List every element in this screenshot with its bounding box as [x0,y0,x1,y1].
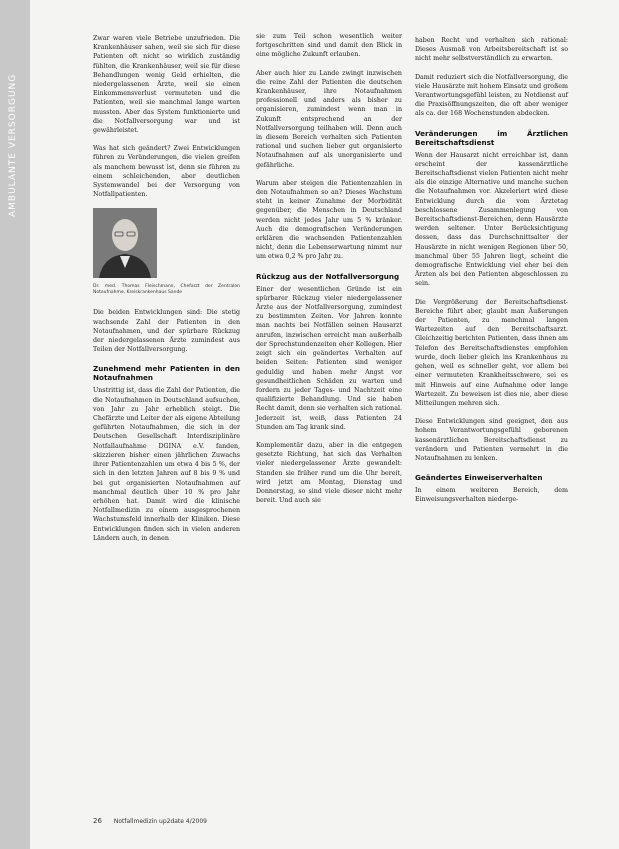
paragraph: haben Recht und verhalten sich rational: Dieses Ausmaß von Arbeitsbereitschaft ist so nicht mehr selbstverständlich zu erwarten. [415,37,568,63]
journal-name: Notfallmedizin up2date 4/2009 [113,818,207,825]
column-1 [93,34,240,552]
paragraph: Wenn der Hausarzt nicht erreichbar ist, dann erscheint der kassenärztliche Bereitschaftsdienst vielen Patienten nicht mehr als die einzige Alternative und manche suchen die Notaufnahmen vor. Akzeleriert wird diese Entwicklung durch die vom Ärztetag beschlossene Zusammenlegung von Bereitschaftsdienst-Bereichen, denn Hausärzte werden seltener. Unter Berücksichtigung dessen, dass das Durchschnittsalter der Hausärzte in nicht wenigen Regionen über 50, manchmal über 55 Jahren liegt, scheint die demografische Entwicklung viel eher bei den Ärzten als bei den Patienten abgeschlossen zu sein. [415,151,568,288]
photo-caption: Dr. med. Thomas Fleischmann, Chefarzt der Zentralen Notaufnahme, Kreiskrankenhaus Sande [93,284,240,296]
paragraph: Was hat sich geändert? Zwei Entwicklungen führen zu Veränderungen, die vielen greifen als manchem bewusst ist, denn sie führen zu einem schleichenden, aber deutlichen Systemwandel bei der Versorgung von Notfallpatienten. [93,145,240,199]
paragraph: Die beiden Entwicklungen sind: Die stetig wachsende Zahl der Patienten in den Notaufnahmen, und der spürbare Rückzug der niedergelassenen Ärzte zumindest aus Teilen der Notfallversorgung. [93,309,240,354]
paragraph: Die Vergrößerung der Bereitschaftsdienst-Bereiche führt aber, glaubt man Äußerungen der Patienten, zu manchmal langen Wartezeiten auf den Bereitschaftsarzt. Gleichzeitig berichten Patienten, dass ihnen am Telefon des Bereitschaftsdienstes empfohlen wurde, doch lieber gleich ins Krankenhaus zu gehen, weil es schneller geht, vor allem bei einer vermuteten Krankheitsschwere, sei es mit Hinweis auf eine Aufnahme oder lange Wartezeit. Zu beweisen ist dies nie, aber diese Mitteilungen mehren sich. [415,298,568,407]
section-vertical-title: AMBULANTE VERSORGUNG [8,73,18,217]
subheading: Geändertes Einweiserverhalten [415,473,543,483]
paragraph: Diese Entwicklungen sind geeignet, den aus hohem Verantwortungsgefühl geborenen kassenärztlichen Bereitschaftsdienst zu verändern und Patienten vermehrt in die Notaufnahmen zu lenken. [415,418,568,462]
section-sidebar [0,0,30,849]
portrait-image [93,208,157,278]
subheading: Zunehmend mehr Patienten in den Notaufnahmen [93,364,240,383]
subheading: Veränderungen im Ärztlichen Bereitschaftsdienst [415,128,568,147]
page-number: 26 [93,817,102,825]
author-photo [93,208,157,278]
page-footer [93,817,207,825]
column-2 [256,32,402,514]
column-3 [415,36,568,514]
paragraph: Einer der wesentlichen Gründe ist ein spürbarer Rückzug vieler niedergelassener Ärzte aus der Notfallversorgung, zumindest zu bestimmten Zeiten. Vor Jahren konnte man nachts bei Notfällen seinen Hausarzt anrufen, inzwischen erreicht man außerhalb der Sprechstundenzeiten eher Kollegen. Hier zeigt sich ein geändertes Verhalten auf beiden Seiten: Patienten sind weniger geduldig und haben mehr Angst vor gesundheitlichen Schäden zu warten und fordern zu jeder Tages- und Nachtzeit eine qualifizierte Behandlung. Und sie haben Recht damit, denn sie verhalten sich rational. Jederzeit ist, weiß, dass Patienten 24 Stunden am Tag krank sind. [256,285,402,431]
paragraph: Damit reduziert sich die Notfallversorgung, die viele Hausärzte mit hohem Einsatz und großem Verantwortungsgefühl leisten, zu Notdienst auf die Praxisöffnungszeiten, die oft aber weniger als ca. der 168 Wochenstunden abdecken. [415,73,568,118]
paragraph: Warum aber steigen die Patientenzahlen in den Notaufnahmen so an? Dieses Wachstum steht in keiner Zunahme der Morbidität gegenüber, die Menschen in Deutschland werden nicht jedes Jahr um 5 % kränker. Auch die demografischen Veränderungen erklären die wachsenden Patientenzahlen nicht, denn die Lebenserwartung nimmt nur um etwa 0,2 % pro Jahr zu. [256,179,402,261]
paragraph: Komplementär dazu, aber in die entgegen gesetzte Richtung, hat sich das Verhalten vieler niedergelassener Ärzte gewandelt: Standen sie früher rund um die Uhr bereit, wird jetzt am Montag, Dienstag und Donnerstag, so sind viele dieser nicht mehr bereit. Und auch sie [256,441,402,505]
paragraph: In einem weiteren Bereich, dem Einweisungsverhalten niederge- [415,487,568,504]
paragraph: sie zum Teil schon wesentlich weiter fortgeschritten sind und damit den Blick in eine mögliche Zukunft erlauben. [256,33,402,59]
paragraph: Zwar waren viele Betriebe unzufrieden. Die Krankenhäuser sahen, weil sie sich für diese Patienten oft nicht so wirklich zuständig fühlten, die Krankenhäuser, weil sie für diese Behandlungen wenig Geld erhielten, die niedergelassenen Ärzte, weil sie einen Einkommensverlust vermuteten und die Patienten, weil sie manchmal lange warten mussten. Aber das System funktionierte und die Notfallversorgung war und ist gewährleistet. [93,35,240,135]
paragraph: Unstrittig ist, dass die Zahl der Patienten, die die Notaufnahmen in Deutschland aufsuchen, von Jahr zu Jahr erheblich steigt. Die Chefärzte und Leiter der als eigene Abteilung geführten Notaufnahmen, die sich in der Deutschen Gesellschaft Interdisziplinäre Notfallaufnahme DGINA e.V. fanden, skizzieren bisher einen jährlichen Zuwachs ihrer Patientenzahlen um etwa 4 bis 5 %, der sich in den letzten Jahren auf 8 bis 9 % und bei gut organisierten Notaufnahmen auf manchmal deutlich über 10 % pro Jahr erhöhen hat. Damit wird die klinische Notfallmedizin zu einem ausgesprochenen Wachstumsfeld innerhalb der Kliniken. Diese Entwicklungen finden sich in vielen anderen Ländern auch, in denen [93,387,240,542]
subheading: Rückzug aus der Notfallversorgung [256,271,400,281]
paragraph: Aber auch hier zu Lande zwingt inzwischen die reine Zahl der Patienten die deutschen Krankenhäuser, ihre Notaufnahmen professionell und anders als bisher zu organisieren, zumindest wenn man in Zukunft entsprechend an der Notfallversorgung teilhaben will. Denn auch in diesem Bereich verhalten sich Patienten rational und suchen lieber gut organisierte Notaufnahmen auf als unorganisierte und gefährliche. [256,69,402,169]
